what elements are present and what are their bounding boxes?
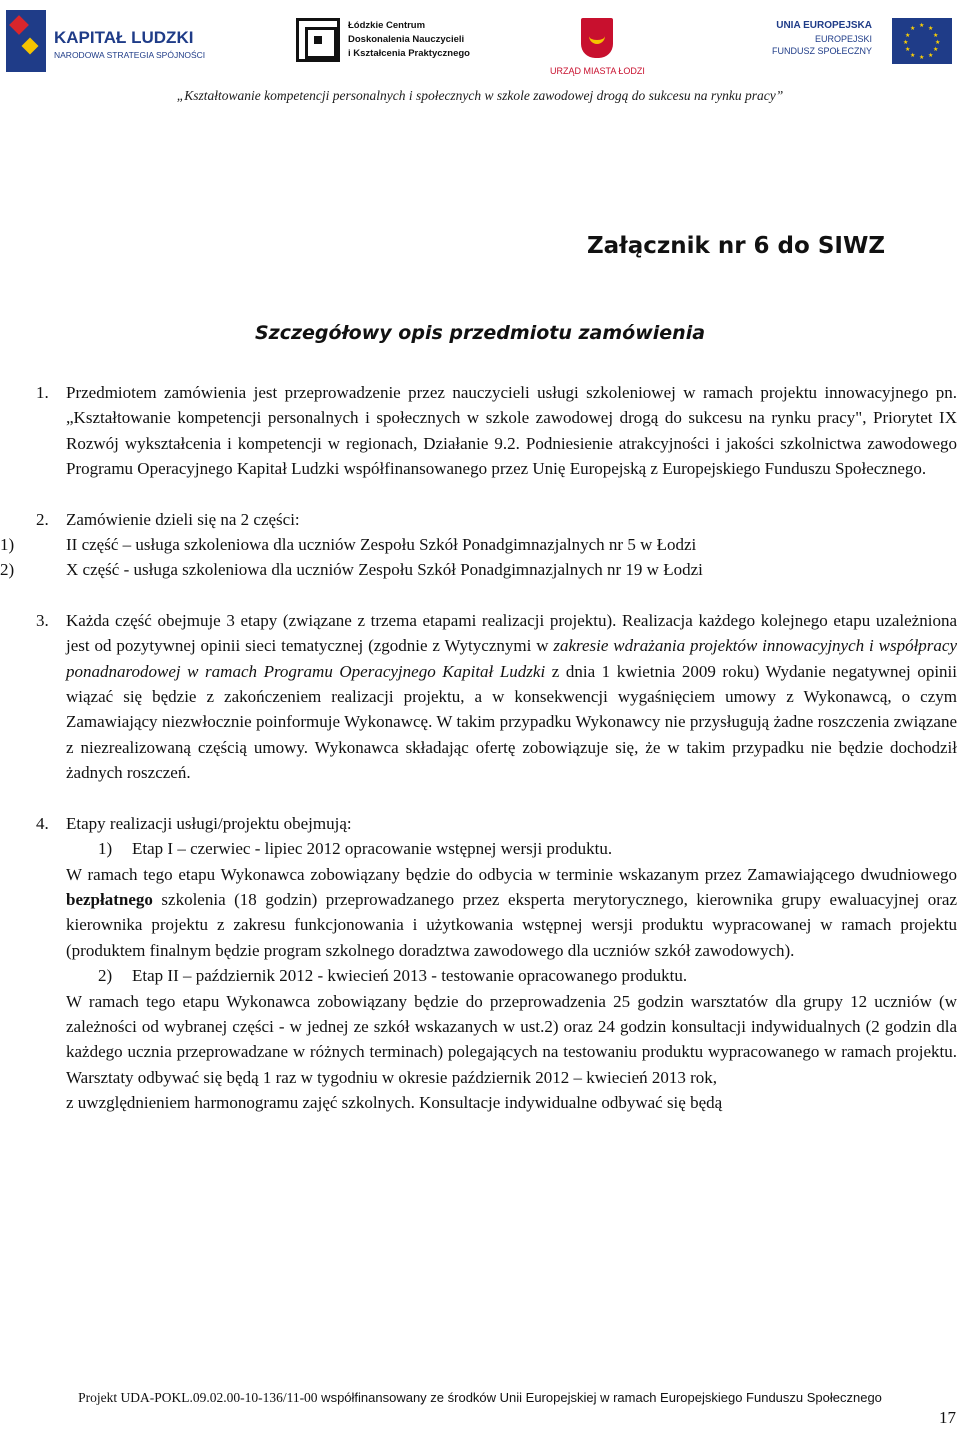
stage-2-number: 2): [98, 966, 113, 986]
eu-logo: [771, 18, 956, 68]
kapital-ludzki-emblem-icon: [6, 10, 46, 72]
stage-1-number: 1): [98, 839, 113, 859]
project-slogan: „Kształtowanie kompetencji personalnych i społecznych w szkole zawodowej drogą do sukcesu na rynku pracy”: [176, 88, 784, 103]
list-item: [0, 557, 957, 582]
section-3-italic-reference: zakresie wdrażania projektów innowacyjnych i współpracy ponadnarodowej w ramach Programu Operacyjnego Kapitał Ludzki: [66, 636, 957, 681]
list-item-number: 1): [0, 535, 15, 555]
list-item-text: II część – usługa szkoleniowa dla uczniów Zespołu Szkół Ponadgimnazjalnych nr 5 w Łodzi: [66, 535, 697, 555]
section-3-number: 3.: [36, 610, 49, 630]
header-logos: [0, 6, 960, 76]
kapital-ludzki-name: KAPITAŁ LUDZKI: [54, 28, 194, 47]
kapital-ludzki-logo: [6, 10, 206, 74]
annex-title: Załącznik nr 6 do SIWZ: [586, 233, 885, 259]
section-3-text-b: z dnia 1 kwietnia 2009 roku) Wydanie negatywnej opinii wiązać się będzie z zakończeniem realizacji projektu, a w konsekwencji wygaśnięciem umowy z Wykonawcą, o czym Zamawiający niezwłocznie poinformuje Wykonawcę. W takim przypadku Wykonawcy nie przysługują żadne roszczenia związane z niezrealizowaną częścią umowy. Wykonawca składając ofertę zobowiązuje się, że w takim przypadku nie będzie dochodził żadnych roszczeń.: [66, 661, 957, 783]
footer-funding-note: współfinansowany ze środków Unii Europejskiej w ramach Europejskiego Funduszu Społecznego: [317, 1390, 882, 1405]
stage-1-title: Etap I – czerwiec - lipiec 2012 opracowanie wstępnej wersji produktu.: [132, 839, 613, 859]
stage-2-title: Etap II – październik 2012 - kwiecień 2013 - testowanie opracowanego produktu.: [132, 966, 688, 986]
section-2-text: Zamówienie dzieli się na 2 części:: [66, 509, 300, 529]
stage-2-heading: [66, 963, 957, 988]
section-1-number: 1.: [36, 383, 49, 402]
ldc-line-2: Doskonalenia Nauczycieli: [348, 34, 465, 45]
document-body: [0, 380, 957, 1116]
stage-2-body: W ramach tego etapu Wykonawca zobowiązany będzie do przeprowadzenia 25 godzin warsztatów dla grupy 12 uczniów (w zależności od wybranej części - w jednej ze szkół wskazanych w ust.2) oraz 24 godzin konsultacji indywidualnych (2 godzin dla każdego ucznia przeprowadzane w różnych terminach) polegających na testowaniu produktu wypracowanego w ramach projektu. Warsztaty odbywać się będą 1 raz w tygodniu w okresie październik 2012 – kwiecień 2013 rok,: [66, 991, 957, 1087]
section-1-text: Przedmiotem zamówienia jest przeprowadzenie przez nauczycieli usługi szkoleniowej w ramach projektu innowacyjnego pn. „Kształtowanie kompetencji personalnych i społecznych w szkole zawodowej drogą do sukcesu na rynku pracy", Priorytet IX Rozwój wykształcenia i kompetencji w regionach, Działanie 9.2. Podniesienie atrakcyjności i jakości szkolnictwa zawodowego Programu Operacyjnego Kapitał Ludzki współfinansowanego przez Unię Europejską z Europejskiego Funduszu Społecznego.: [66, 383, 957, 479]
urzad-miasta-logo: [550, 16, 660, 78]
section-3-text-a: Każda część obejmuje 3 etapy (związane z trzema etapami realizacji projektu). Realizacja każdego kolejnego etapu uzależniona jest od pozytywnej opinii sieci tematycznej (zgodnie z Wytycznymi w: [66, 610, 957, 656]
ldc-line-3: i Kształcenia Praktycznego: [348, 48, 470, 59]
section-4-number: 4.: [36, 813, 49, 833]
stage-2-body-last-line: z uwzględnieniem harmonogramu zajęć szkolnych. Konsultacje indywidualne odbywać się będą: [66, 1093, 723, 1113]
list-item-text: X część - usługa szkoleniowa dla uczniów Zespołu Szkół Ponadgimnazjalnych nr 19 w Łodzi: [66, 560, 703, 580]
stage-1-heading: [66, 836, 957, 861]
list-item: [0, 532, 957, 557]
section-4-text: Etapy realizacji usługi/projektu obejmują:: [66, 813, 352, 833]
eu-line-3: FUNDUSZ SPOŁECZNY: [771, 46, 872, 56]
eu-flag-icon: ★ ★ ★ ★ ★ ★ ★ ★ ★ ★ ★ ★: [892, 18, 952, 64]
stage-1-bold-term: bezpłatnego: [66, 889, 153, 909]
kapital-ludzki-subtitle: NARODOWA STRATEGIA SPÓJNOŚCI: [54, 50, 206, 60]
section-4: [36, 811, 957, 836]
section-3: [36, 608, 957, 786]
list-item-number: 2): [0, 560, 15, 580]
ldc-logo: [296, 18, 470, 80]
section-1: [36, 380, 957, 482]
page-number: 17: [939, 1408, 956, 1427]
stage-1-body: W ramach tego etapu Wykonawca zobowiązany będzie do odbycia w terminie wskazanym przez Zamawiającego dwudniowego bezpłatnego szkolenia (18 godzin) przeprowadzanego przez eksperta merytorycznego, kierownika grupy ewaluacyjnej oraz kierownika projektu z zakresu funkcjonowania i użytkowania wstępnej wersji produktu wypracowanej w ramach projektu (produktem finalnym będzie program szkolnego doradztwa zawodowego dla uczniów szkół zawodowych).: [66, 864, 957, 960]
eu-line-1: UNIA EUROPEJSKA: [776, 20, 872, 31]
ldc-square-icon: [296, 18, 340, 62]
footer-project-id: Projekt UDA-POKL.09.02.00-10-136/11-00: [78, 1390, 318, 1405]
eu-line-2: EUROPEJSKI: [814, 34, 872, 44]
ldc-line-1: Łódzkie Centrum: [348, 20, 426, 31]
urzad-miasta-name: URZĄD MIASTA ŁODZI: [550, 66, 645, 76]
page-footer: [0, 1390, 960, 1406]
subject-title: Szczegółowy opis przedmiotu zamówienia: [254, 322, 706, 344]
section-2-number: 2.: [36, 509, 49, 529]
section-2: [36, 507, 957, 532]
